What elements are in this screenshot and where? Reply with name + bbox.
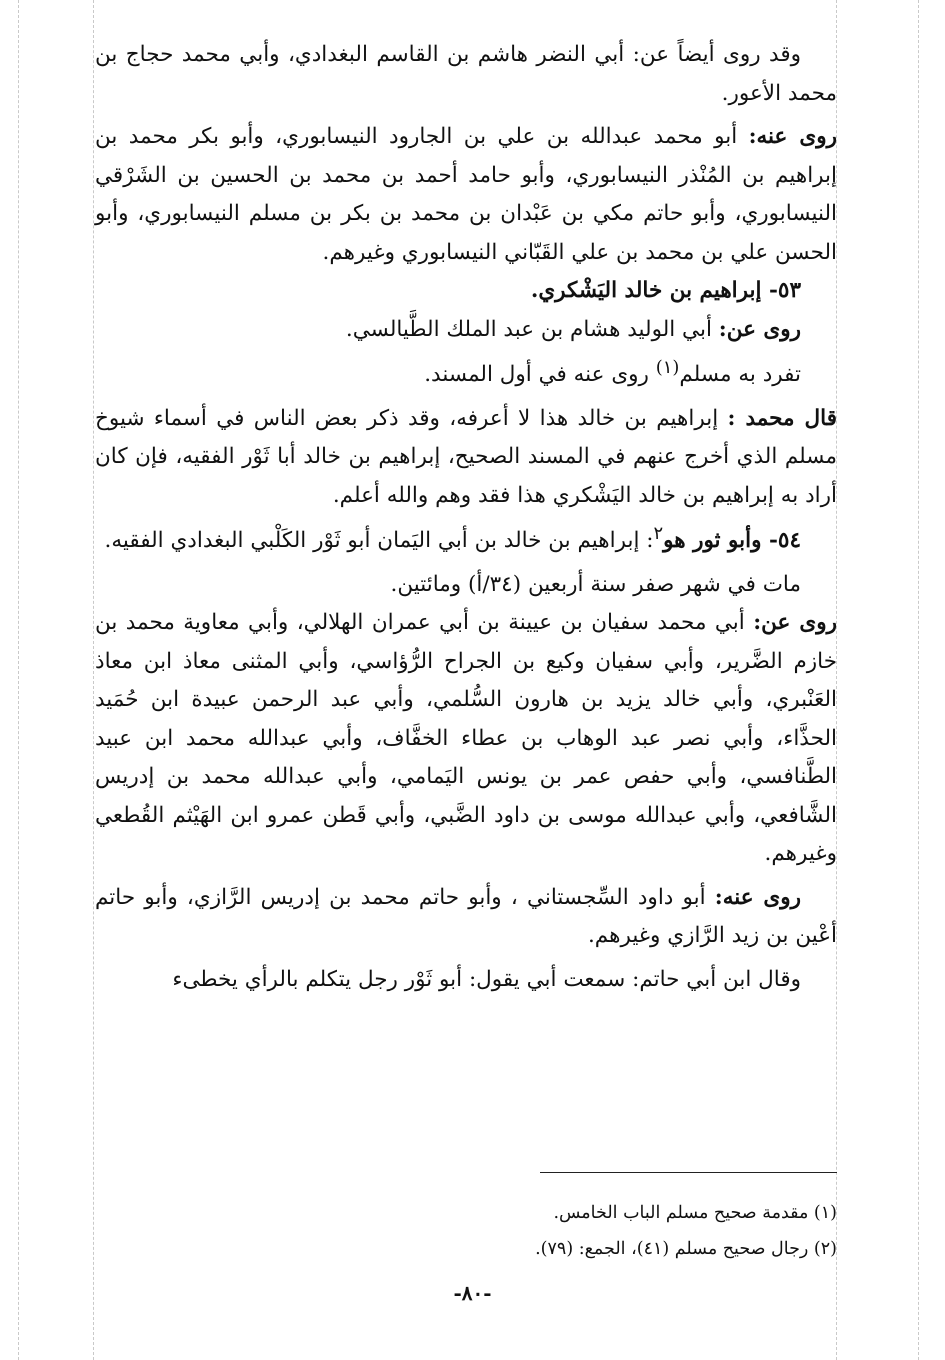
teachers-text: أبي محمد سفيان بن عيينة بن أبي عمران الهلالي، وأبي معاوية محمد بن خازم الضَّرير، وأبي سفيان وكيع بن الجراح الرُّؤاسي، وأبي المثنى معاذ ابن معاذ العَنْبري، وأبي خالد يزيد بن هارون السُّلمي، وأبي عبد الرحمن عبيدة ابن حُمَيد الحذَّاء، وأبي نصر عبد الوهاب بن عطاء الخفَّاف، وأبي عبدالله محمد ابن عبيد الطَّنافسي، وأبي حفص عمر بن يونس اليَمامي، وأبي عبدالله محمد بن إدريس الشَّافعي، وأبي عبدالله موسى بن داود الضَّبي، وأبي قَطن عمرو ابن الهَيْثم القُطعي وغيرهم. <box>95 610 837 867</box>
paragraph: وقال ابن أبي حاتم: سمعت أبي يقول: أبو ثَوْر رجل يتكلم بالرأي يخطىء <box>172 966 801 992</box>
label-rawa-anhu: روى عنه: <box>748 124 837 149</box>
label-rawa-an: روى عن: <box>718 316 801 342</box>
paragraph <box>95 349 837 395</box>
page-number: -٨٠- <box>453 1281 492 1305</box>
narrators-text: أبو محمد عبدالله بن علي بن الجارود النيسابوري، وأبو بكر محمد بن إبراهيم بن المُنْذر النيسابوري، وأبو حامد أحمد بن محمد بن الحسين بن الشَرْقي النيسابوري، وأبو حاتم مكي بن عَبْدان بن محمد بن بكر بن مسلم النيسابوري، وأبو الحسن علي بن محمد بن علي القَبّاني النيسابوري وغيرهم. <box>95 124 837 265</box>
footnote-ref: (١) <box>655 357 680 378</box>
paragraph: مات في شهر صفر سنة أربعين (٣٤/أ) ومائتين. <box>390 571 801 597</box>
text: روى عنه في أول المسند. <box>424 362 649 388</box>
margin-guide <box>918 0 919 1360</box>
paragraph <box>95 400 837 516</box>
page-body <box>95 36 837 999</box>
narrators-text: أبو داود السِّجستاني ، وأبو حاتم محمد بن إدريس الرَّازي، وأبو حاتم أعْين بن زيد الرَّازي وغيرهم. <box>95 884 837 949</box>
entry-heading <box>95 515 837 561</box>
label-rawa-anhu: روى عنه: <box>714 884 801 910</box>
footnote: (٢) رجال صحيح مسلم (٤١)، الجمع: (٧٩). <box>535 1239 837 1259</box>
footnotes <box>95 1195 837 1267</box>
text: تفرد به مسلم <box>679 362 801 388</box>
entry-title: ٥٤- وأبو ثور هو <box>663 528 801 554</box>
footnote: (١) مقدمة صحيح مسلم الباب الخامس. <box>553 1203 837 1223</box>
paragraph: وقد روى أيضاً عن: أبي النضر هاشم بن القاسم البغدادي، وأبي محمد حجاج بن محمد الأعور. <box>95 42 837 106</box>
commentary-text: إبراهيم بن خالد هذا لا أعرفه، وقد ذكر بعض الناس في أسماء شيوخ مسلم الذي أخرج عنهم في المسند الصحيح، إبراهيم بن خالد أبا ثَوْر الفقيه، فإن كان أراد به إبراهيم بن خالد اليَشْكري هذا فقد وهم والله أعلم. <box>95 405 837 508</box>
footnote-ref: ٢ <box>653 523 664 545</box>
paragraph <box>95 604 837 874</box>
paragraph <box>95 118 837 272</box>
label-qal-muhammad: قال محمد : <box>727 405 837 431</box>
label-rawa-an: روى عن: <box>753 610 837 636</box>
paragraph <box>95 879 837 956</box>
entry-heading: ٥٣- إبراهيم بن خالد اليَشْكري. <box>530 278 801 303</box>
margin-guide <box>93 0 94 1360</box>
teachers-text: أبي الوليد هشام بن عبد الملك الطَّيالسي. <box>345 316 712 342</box>
margin-guide <box>18 0 19 1360</box>
paragraph <box>95 311 837 350</box>
footnote-separator <box>540 1172 837 1173</box>
entry-text: : إبراهيم بن خالد بن أبي اليَمان أبو ثَوْر الكَلْبي البغدادي الفقيه. <box>104 528 654 554</box>
